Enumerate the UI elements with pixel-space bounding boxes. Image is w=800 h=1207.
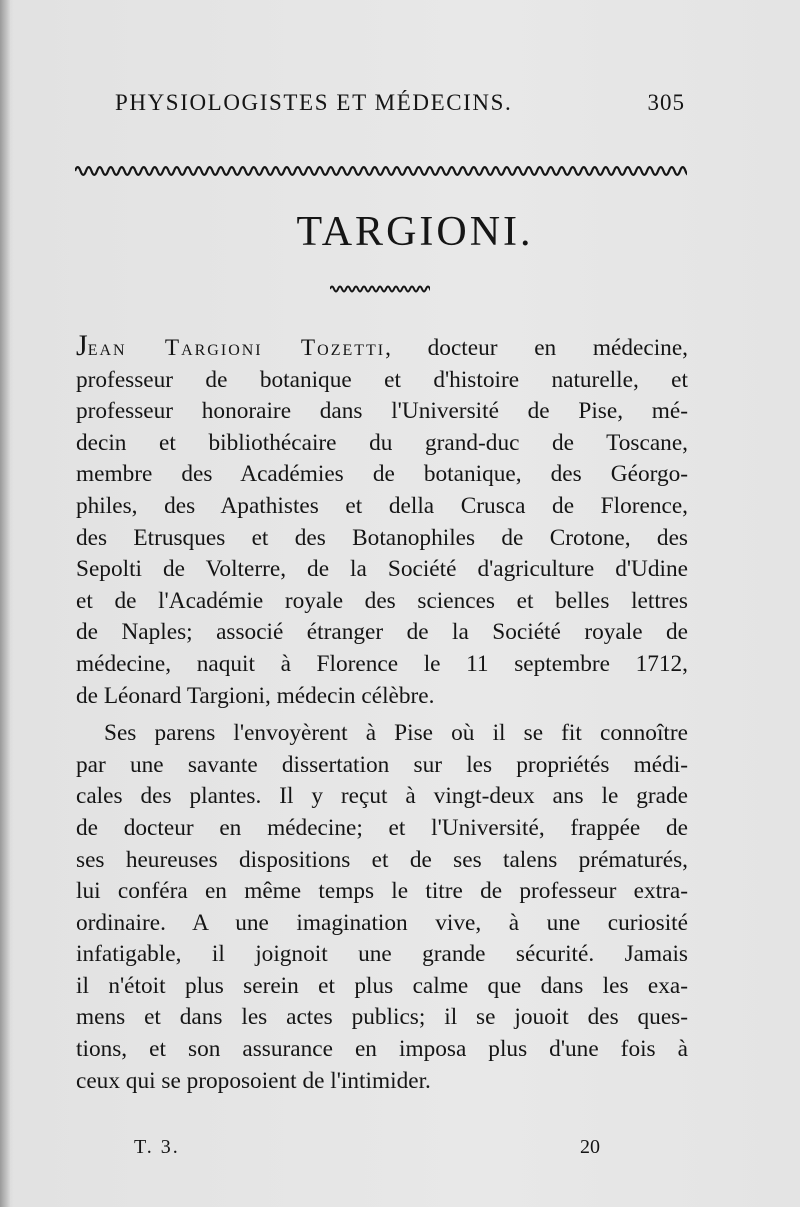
- text-line: Ses parens l'envoyèrent à Pise où il se fit connoître: [104, 720, 688, 747]
- chapter-title: TARGIONI.: [296, 209, 534, 255]
- article-body: [76, 330, 688, 1097]
- text-line: lui conféra en même temps le titre de professeur extra-: [76, 878, 688, 905]
- text-line: infatigable, il joignoit une grande sécurité. Jamais: [76, 941, 688, 968]
- text-line: philes, des Apathistes et della Crusca de Florence,: [76, 492, 688, 519]
- ornamental-small-rule: [330, 282, 430, 296]
- text-line: des Etrusques et des Botanophiles de Crotone, des: [76, 524, 688, 551]
- running-title: PHYSIOLOGISTES ET MÉDECINS.: [115, 90, 513, 115]
- text-line: mens et dans les actes publics; il se jouoit des ques-: [76, 1004, 688, 1031]
- page-number: 305: [647, 90, 685, 115]
- text-line: membre des Académies de botanique, des Géorgo-: [76, 461, 688, 488]
- gathering-number: 20: [580, 1136, 600, 1158]
- drop-initial: J: [76, 329, 88, 362]
- text-line: et de l'Académie royale des sciences et belles lettres: [76, 587, 688, 614]
- ornamental-wave-rule: [75, 160, 687, 182]
- text-line: médecine, naquit à Florence le 11 septembre 1712,: [76, 650, 688, 677]
- text-line: de Léonard Targioni, médecin célèbre.: [76, 682, 435, 709]
- text-line: de Naples; associé étranger de la Société royale de: [76, 619, 688, 646]
- opening-line-rest: , docteur en médecine,: [385, 335, 688, 361]
- text-line: de docteur en médecine; et l'Université, frappée de: [76, 814, 688, 841]
- text-line: professeur de botanique et d'histoire naturelle, et: [76, 366, 688, 393]
- page-gutter-shadow: [0, 0, 10, 1207]
- paragraph-1: [76, 365, 688, 713]
- text-line: tions, et son assurance en imposa plus d'une fois à: [76, 1036, 688, 1063]
- text-line: decin et bibliothécaire du grand-duc de Toscane,: [76, 429, 688, 456]
- text-line: ses heureuses dispositions et de ses talens prématurés,: [76, 846, 688, 873]
- opening-line: [76, 330, 688, 365]
- text-line: il n'étoit plus serein et plus calme que dans les exa-: [76, 972, 688, 999]
- text-line: cales des plantes. Il y reçut à vingt-deux ans le grade: [76, 783, 688, 810]
- text-line: ceux qui se proposoient de l'intimider.: [76, 1067, 431, 1094]
- running-header: [115, 90, 685, 116]
- signature-mark: T. 3.: [134, 1136, 180, 1158]
- paragraph-2: [76, 718, 688, 1097]
- subject-name: ean Targioni Tozetti: [87, 335, 386, 361]
- text-line: Sepolti de Volterre, de la Société d'agriculture d'Udine: [76, 556, 688, 583]
- text-line: professeur honoraire dans l'Université de Pise, mé-: [76, 398, 688, 425]
- text-line: par une savante dissertation sur les propriétés médi-: [76, 751, 688, 778]
- text-line: ordinaire. A une imagination vive, à une curiosité: [76, 909, 688, 936]
